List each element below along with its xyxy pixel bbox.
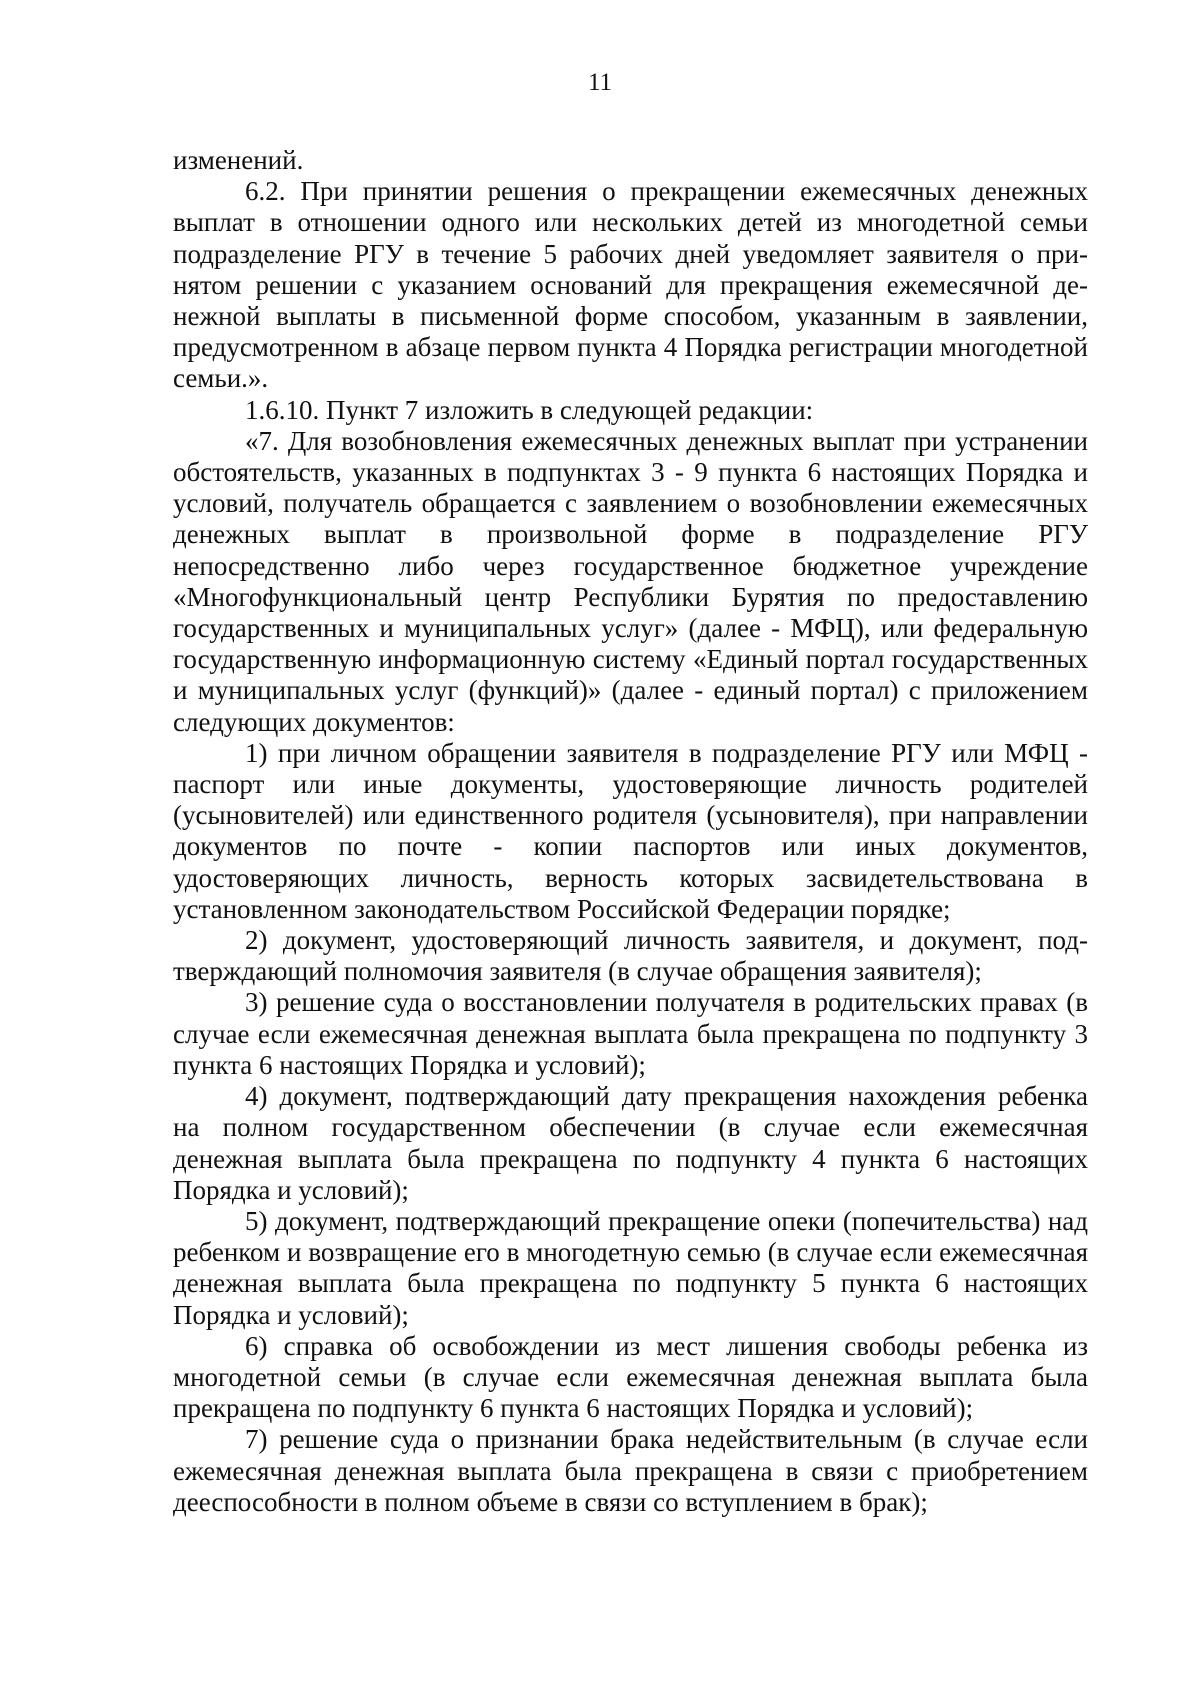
list-item-5: 5) документ, подтверждающий прекращение опеки (попечительства) над ребенком и возвращение его в многодетную семью (в случае если ежемесячная денежная выплата была прекращена по подпункту 5 пункта 6 настоящих Порядка и условий); (173, 1205, 1088, 1330)
list-item-2: 2) документ, удостоверяющий личность заявителя, и документ, подтверждающий полномочия заявителя (в случае обращения заявителя); (173, 925, 1088, 987)
list-item-1: 1) при личном обращении заявителя в подразделение РГУ или МФЦ - паспорт или иные документы, удостоверяющие личность родителей (усыновителей) или единственного родителя (усыновителя), при направлении документов по почте - копии паспортов или иных документов, удостоверяющих личность, верность которых засвидетельствована в установленном законодательством Российской Федерации порядке; (173, 737, 1088, 924)
list-item-3: 3) решение суда о восстановлении получателя в родительских правах (в случае если ежемесячная денежная выплата была прекращена по подпункту 3 пункта 6 настоящих Порядка и условий); (173, 987, 1088, 1080)
list-item-4: 4) документ, подтверждающий дату прекращения нахождения ребенка на полном государственном обеспечении (в случае если ежемесячная денежная выплата была прекращена по подпункту 4 пункта 6 настоящих Порядка и условий); (173, 1081, 1088, 1205)
list-item-6: 6) справка об освобождении из мест лишения свободы ребенка из многодетной семьи (в случае если ежемесячная денежная выплата была прекращена по подпункту 6 пункта 6 настоящих Порядка и условий); (173, 1330, 1088, 1424)
paragraph-clause-6-2: 6.2. При принятии решения о прекращении ежемесячных денежных выплат в отношении одного или нескольких детей из многодетной семьи подразделение РГУ в течение 5 рабочих дней уведомляет заявителя о принятом решении с указанием оснований для прекращения ежемесячной денежной выплаты в письменной форме способом, указанным в заявлении, предусмотренном в абзаце первом пункта 4 Порядка регистрации многодетной семьи.». (173, 176, 1088, 394)
paragraph-clause-7: «7. Для возобновления ежемесячных денежных выплат при устранении обстоятельств, указанных в подпунктах 3 - 9 пункта 6 настоящих Порядка и условий, получатель обращается с заявлением о возобновлении ежемесячных денежных выплат в произвольной форме в подразделение РГУ непосредственно либо через государственное бюджетное учреждение «Многофункциональный центр Республики Бурятия по предоставлению государственных и муниципальных услуг» (далее - МФЦ), или федеральную государственную информационную систему «Единый портал государственных и муниципальных услуг (функций)» (далее - единый портал) с приложением следующих документов: (173, 425, 1088, 737)
list-item-7: 7) решение суда о признании брака недействительным (в случае если ежемесячная денежная выплата была прекращена в связи с приобретением дееспособности в полном объеме в связи со вступлением в брак); (173, 1424, 1088, 1517)
paragraph-amendment-1-6-10: 1.6.10. Пункт 7 изложить в следующей редакции: (245, 394, 814, 425)
page-number: 11 (587, 69, 613, 96)
document-body (173, 145, 1088, 1518)
paragraph-continuation: изменений. (173, 145, 304, 175)
